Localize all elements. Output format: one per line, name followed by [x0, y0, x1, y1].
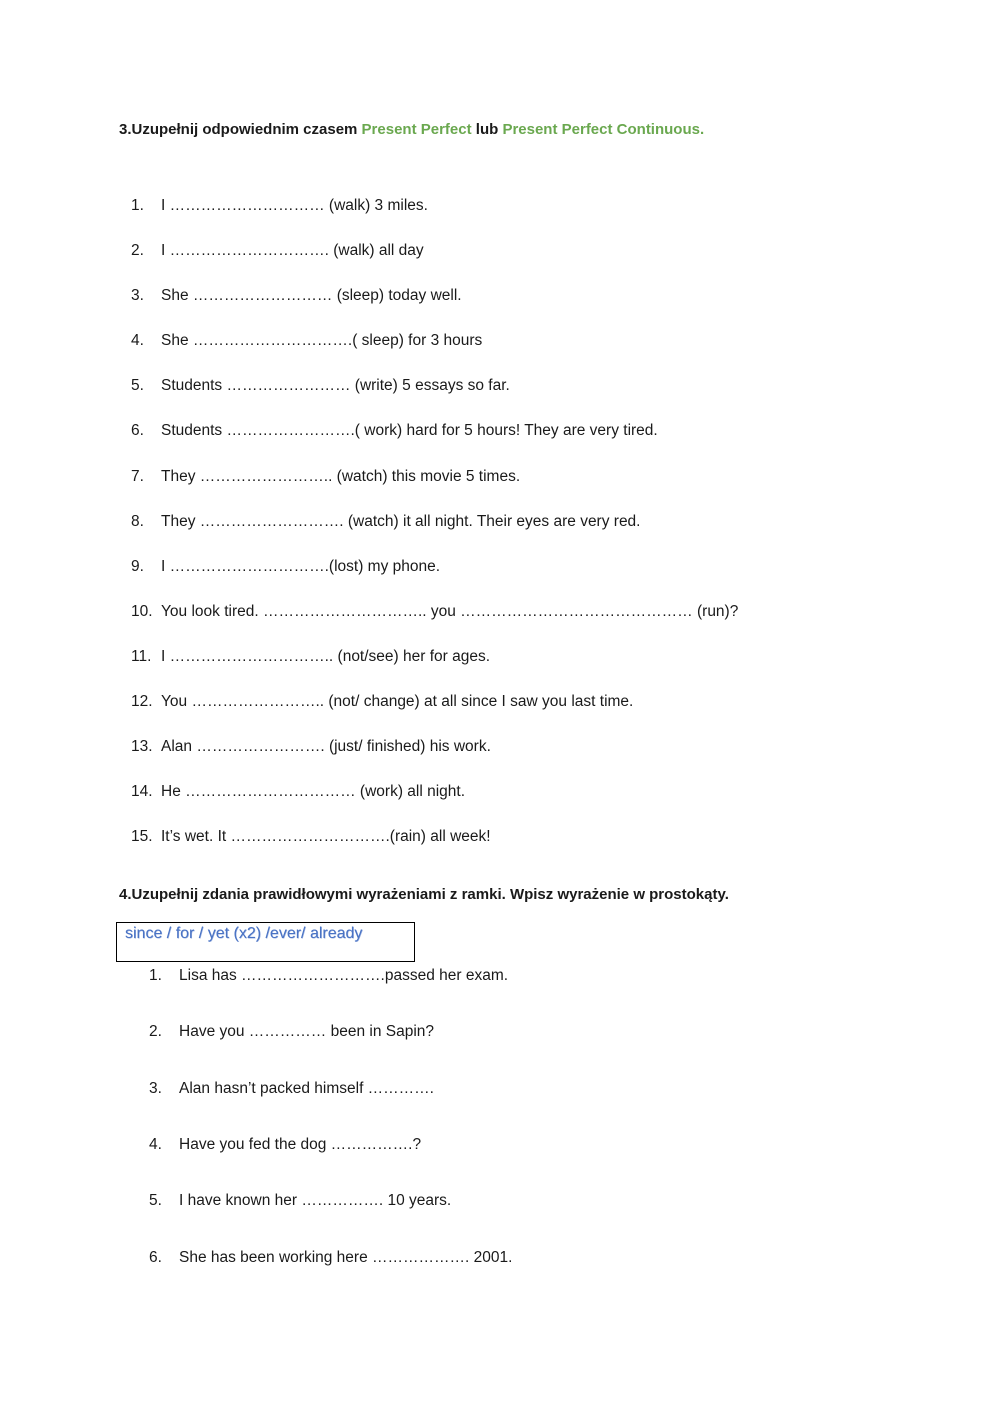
connector-lub: lub	[471, 121, 503, 138]
list-item: 2. Have you …………… been in Sapin?	[149, 1023, 435, 1040]
list-item: 2. I …………………………. (walk) all day	[131, 242, 424, 259]
list-item: 10. You look tired. ………………………….. you ……………………………………… (run)?	[131, 603, 739, 620]
list-item: 14. He …………………………… (work) all night.	[131, 783, 466, 800]
list-item: 4. Have you fed the dog …………….?	[149, 1136, 422, 1153]
tense-present-perfect-continuous: Present Perfect Continuous.	[502, 121, 705, 138]
section-3-title	[119, 121, 704, 138]
list-item: 6. Students …………………….( work) hard for 5 hours! They are very tired.	[131, 422, 658, 439]
list-item: 9. I ………………………….(lost) my phone.	[131, 558, 441, 575]
list-item: 13. Alan ……………………. (just/ finished) his work.	[131, 738, 491, 755]
section-4-title: 4.Uzupełnij zdania prawidłowymi wyrażeniami z ramki. Wpisz wyrażenie w prostokąty.	[119, 886, 729, 903]
list-item: 11. I ………………………….. (not/see) her for ages.	[131, 648, 491, 665]
list-item: 6. She has been working here ………………. 2001.	[149, 1249, 513, 1266]
list-item: 8. They ………………………. (watch) it all night. Their eyes are very red.	[131, 513, 641, 530]
list-item: 15. It’s wet. It ………………………….(rain) all week!	[131, 828, 491, 845]
list-item: 1. Lisa has ……………………….passed her exam.	[149, 967, 509, 984]
list-item: 5. I have known her ……………. 10 years.	[149, 1192, 452, 1209]
word-box	[116, 922, 415, 962]
section-3-instruction: 3.Uzupełnij odpowiednim czasem	[119, 121, 362, 138]
list-item: 3. Alan hasn’t packed himself ………….	[149, 1080, 434, 1097]
list-item: 4. She ………………………….( sleep) for 3 hours	[131, 332, 483, 349]
list-item: 12. You …………………….. (not/ change) at all since I saw you last time.	[131, 693, 634, 710]
list-item: 1. I ………………………… (walk) 3 miles.	[131, 197, 428, 214]
list-item: 3. She ……………………… (sleep) today well.	[131, 287, 462, 304]
list-item: 5. Students …………………… (write) 5 essays so far.	[131, 377, 510, 394]
tense-present-perfect: Present Perfect	[361, 121, 472, 138]
list-item: 7. They …………………….. (watch) this movie 5 times.	[131, 468, 521, 485]
word-box-text: since / for / yet (x2) /ever/ already	[125, 925, 363, 942]
